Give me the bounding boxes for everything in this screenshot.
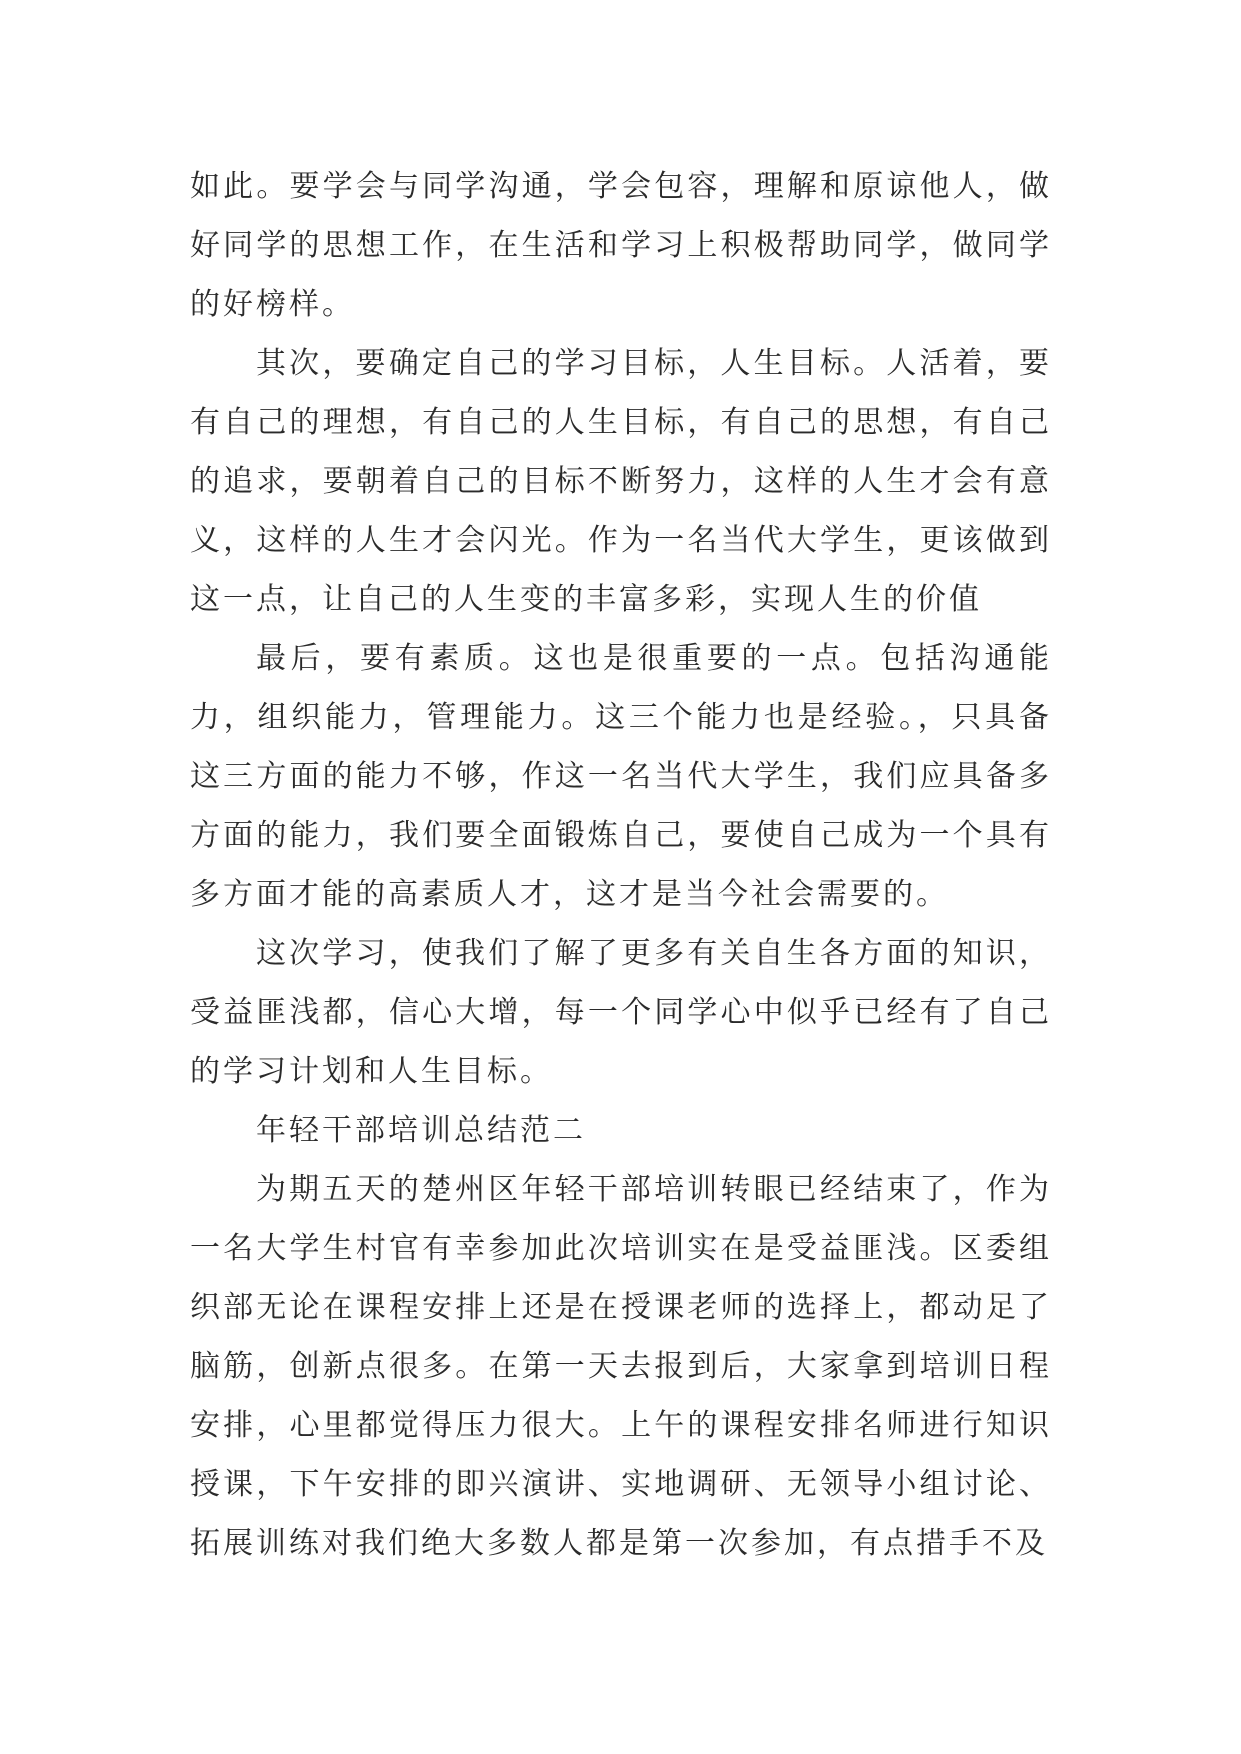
paragraph-3: 最后，要有素质。这也是很重要的一点。包括沟通能力，组织能力，管理能力。这三个能力也是经验。，只具备这三方面的能力不够，作这一名当代大学生，我们应具备多方面的能力，我们要全面锻炼自己，要使自己成为一个具有多方面才能的高素质人才，这才是当今社会需要的。 [190,641,1052,912]
document-body [190,157,1052,1573]
paragraph-5: 为期五天的楚州区年轻干部培训转眼已经结束了，作为一名大学生村官有幸参加此次培训实在是受益匪浅。区委组织部无论在课程安排上还是在授课老师的选择上，都动足了脑筋，创新点很多。在第一天去报到后，大家拿到培训日程安排，心里都觉得压力很大。上午的课程安排名师进行知识授课，下午安排的即兴演讲、实地调研、无领导小组讨论、拓展训练对我们绝大多数人都是第一次参加，有点措手不及 [190,1172,1052,1561]
paragraph-1: 如此。要学会与同学沟通，学会包容，理解和原谅他人，做好同学的思想工作，在生活和学习上积极帮助同学，做同学的好榜样。 [190,169,1052,322]
paragraph-2: 其次，要确定自己的学习目标，人生目标。人活着，要有自己的理想，有自己的人生目标，有自己的思想，有自己的追求，要朝着自己的目标不断努力，这样的人生才会有意义，这样的人生才会闪光。作为一名当代大学生，更该做到这一点，让自己的人生变的丰富多彩，实现人生的价值 [190,346,1052,617]
section-heading: 年轻干部培训总结范二 [256,1113,586,1148]
paragraph-4: 这次学习，使我们了解了更多有关自生各方面的知识，受益匪浅都，信心大增，每一个同学心中似乎已经有了自己的学习计划和人生目标。 [190,936,1052,1089]
